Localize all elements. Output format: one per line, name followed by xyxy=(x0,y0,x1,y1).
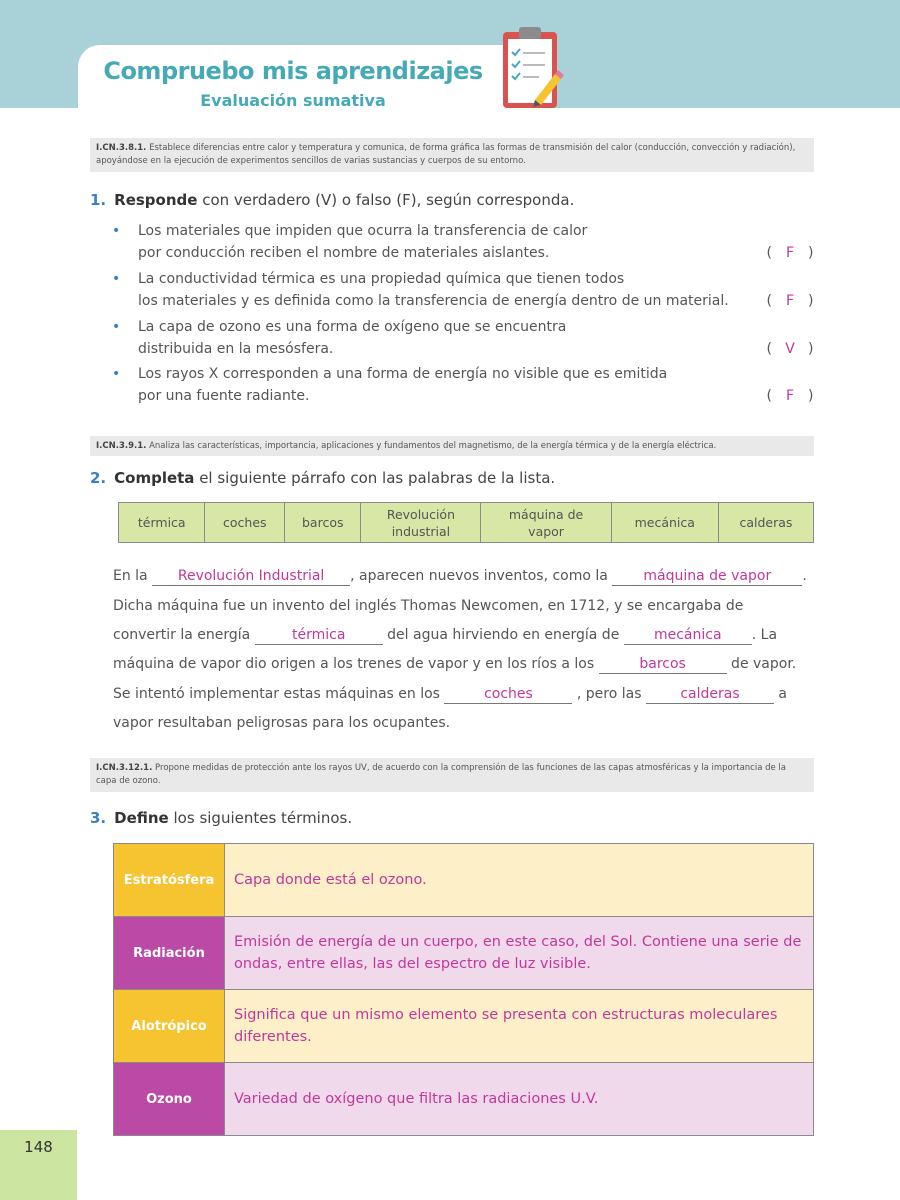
answer-value: V xyxy=(785,341,795,357)
list-item xyxy=(112,316,818,360)
word-cell: calderas xyxy=(718,503,813,543)
answer-paren: ( F ) xyxy=(760,290,820,312)
indicator-text: Analiza las características, importancia, aplicaciones y fundamentos del magnetismo, de la energía térmica y de la energía eléctrica. xyxy=(149,441,717,451)
word-cell: máquina de vapor xyxy=(481,503,611,543)
answer-value: F xyxy=(785,245,795,261)
table-row xyxy=(114,844,814,917)
answer-blank: máquina de vapor xyxy=(612,568,802,586)
question-number: 2. xyxy=(90,469,107,487)
question-1-title xyxy=(90,191,574,209)
list-item xyxy=(112,268,818,312)
question-3-title xyxy=(90,809,352,827)
definitions-table xyxy=(113,843,814,1136)
title-box xyxy=(78,45,508,118)
table-row xyxy=(114,990,814,1063)
page-title: Compruebo mis aprendizajes xyxy=(103,57,483,85)
item-line-2: por una fuente radiante. xyxy=(138,388,310,404)
item-line-2: por conducción reciben el nombre de materiales aislantes. xyxy=(138,245,550,261)
answer-paren: ( F ) xyxy=(760,385,820,407)
list-item xyxy=(112,220,818,264)
table-row xyxy=(114,917,814,990)
answer-blank: mecánica xyxy=(624,627,752,645)
definition-cell: Emisión de energía de un cuerpo, en este caso, del Sol. Contiene una serie de ondas, entre ellas, las del espectro de luz visible. xyxy=(225,917,814,990)
definition-cell: Variedad de oxígeno que filtra las radiaciones U.V. xyxy=(225,1063,814,1136)
item-line-2: los materiales y es definida como la transferencia de energía dentro de un material. xyxy=(138,293,729,309)
table-row xyxy=(114,1063,814,1136)
item-line-1: La capa de ozono es una forma de oxígeno que se encuentra xyxy=(138,319,567,335)
question-keyword: Completa xyxy=(114,469,195,487)
answer-blank: térmica xyxy=(255,627,383,645)
word-cell: mecánica xyxy=(611,503,718,543)
word-cell: Revolución industrial xyxy=(361,503,481,543)
question-text: los siguientes términos. xyxy=(168,809,353,827)
bullet-icon: • xyxy=(112,223,121,239)
answer-paren: ( F ) xyxy=(760,242,820,264)
answer-blank: Revolución Industrial xyxy=(152,568,350,586)
indicator-text: Establece diferencias entre calor y temperatura y comunica, de forma gráfica las formas de transmisión del calor (conducción, convección y radiación), apoyándose en la ejecución de experimentos sencillos de varias sustancias y cuerpos de su entorno. xyxy=(96,143,796,166)
answer-blank: calderas xyxy=(646,686,774,704)
paragraph-line: máquina de vapor dio origen a los trenes de vapor y en los ríos a los barcos de vapor. xyxy=(113,656,797,672)
word-cell: barcos xyxy=(285,503,361,543)
question-text: el siguiente párrafo con las palabras de la lista. xyxy=(194,469,556,487)
question-2-title xyxy=(90,469,555,487)
item-line-1: La conductividad térmica es una propiedad química que tienen todos xyxy=(138,271,625,287)
question-keyword: Responde xyxy=(114,191,198,209)
term-cell: Ozono xyxy=(114,1063,225,1136)
word-list-table xyxy=(118,502,814,543)
item-line-1: Los rayos X corresponden a una forma de energía no visible que es emitida xyxy=(138,366,668,382)
clipboard-checklist-icon xyxy=(495,22,565,112)
answer-blank: barcos xyxy=(599,656,727,674)
indicator-1 xyxy=(90,138,814,172)
page-subtitle: Evaluación sumativa xyxy=(200,91,386,110)
page-number: 148 xyxy=(24,1138,53,1156)
indicator-3 xyxy=(90,758,814,792)
item-line-1: Los materiales que impiden que ocurra la transferencia de calor xyxy=(138,223,588,239)
term-cell: Alotrópico xyxy=(114,990,225,1063)
question-keyword: Define xyxy=(114,809,169,827)
question-number: 3. xyxy=(90,809,107,827)
bullet-icon: • xyxy=(112,366,121,382)
answer-value: F xyxy=(785,388,795,404)
indicator-code: I.CN.3.9.1. xyxy=(96,441,147,451)
indicator-2 xyxy=(90,436,814,456)
answer-blank: coches xyxy=(444,686,572,704)
indicator-code: I.CN.3.8.1. xyxy=(96,143,147,153)
page-number-box xyxy=(0,1130,77,1200)
term-cell: Radiación xyxy=(114,917,225,990)
bullet-icon: • xyxy=(112,319,121,335)
list-item xyxy=(112,363,818,407)
word-cell: coches xyxy=(205,503,285,543)
definition-cell: Significa que un mismo elemento se presenta con estructuras moleculares diferentes. xyxy=(225,990,814,1063)
word-cell: térmica xyxy=(119,503,205,543)
term-cell: Estratósfera xyxy=(114,844,225,917)
paragraph-line: Dicha máquina fue un invento del inglés Thomas Newcomen, en 1712, y se encargaba de xyxy=(113,598,744,614)
answer-value: F xyxy=(785,293,795,309)
indicator-code: I.CN.3.12.1. xyxy=(96,763,153,773)
question-text: con verdadero (V) o falso (F), según corresponda. xyxy=(197,191,575,209)
paragraph-line: Se intentó implementar estas máquinas en los coches , pero las calderas a xyxy=(113,686,787,702)
question-number: 1. xyxy=(90,191,107,209)
item-line-2: distribuida en la mesósfera. xyxy=(138,341,334,357)
answer-paren: ( V ) xyxy=(760,338,820,360)
bullet-icon: • xyxy=(112,271,121,287)
paragraph-line: vapor resultaban peligrosas para los ocupantes. xyxy=(113,715,451,731)
paragraph-line: convertir la energía térmica del agua hirviendo en energía de mecánica . La xyxy=(113,627,778,643)
definition-cell: Capa donde está el ozono. xyxy=(225,844,814,917)
paragraph-line: En la Revolución Industrial , aparecen nuevos inventos, como la máquina de vapor . xyxy=(113,568,807,584)
indicator-text: Propone medidas de protección ante los rayos UV, de acuerdo con la comprensión de las funciones de las capas atmosféricas y la importancia de la capa de ozono. xyxy=(96,763,787,786)
